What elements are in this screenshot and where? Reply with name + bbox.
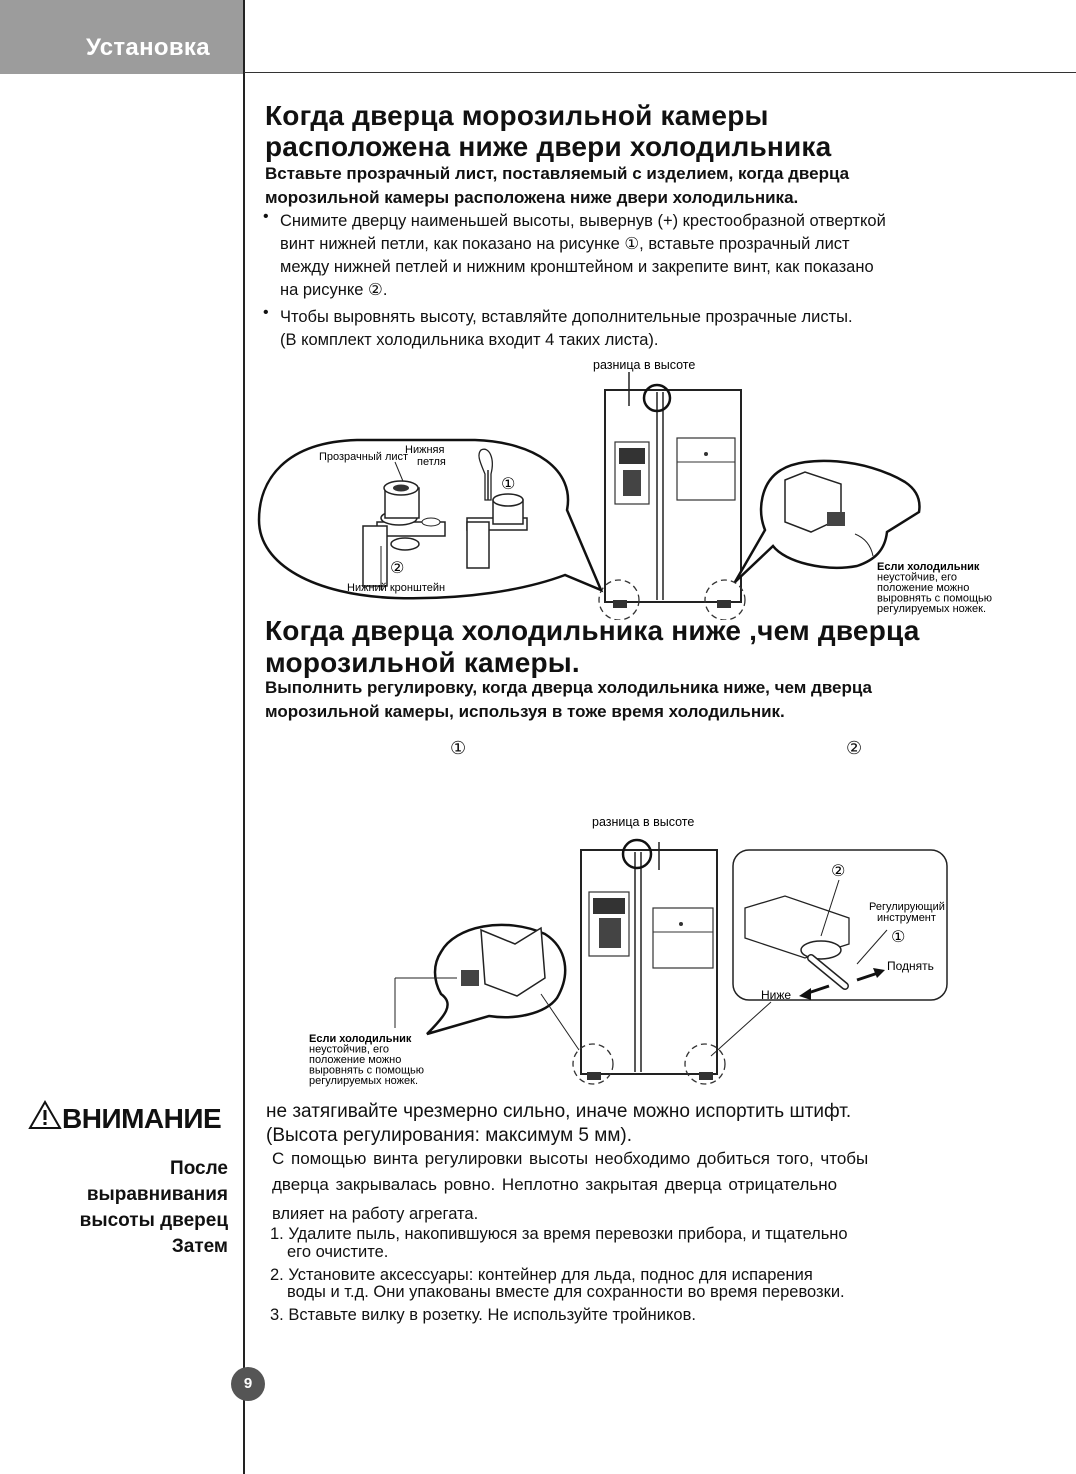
checklist-item2-line2: воды и т.д. Они упакованы вместе для сохранности во время перевозки. bbox=[287, 1283, 845, 1301]
warning-main-line1: не затягивайте чрезмерно сильно, иначе можно испортить штифт. bbox=[266, 1101, 852, 1122]
warning-para-line1: С помощью винта регулировки высоты необходимо добиться того, чтобы bbox=[272, 1149, 869, 1168]
figure1-height-diff-label: разница в высоте bbox=[593, 358, 696, 372]
lower-hinge-label-1: Нижняя bbox=[405, 444, 445, 456]
bullet1-line3: между нижней петлей и нижним кронштейном и закрепите винт, как показано bbox=[280, 258, 874, 276]
warning-heading bbox=[28, 1100, 221, 1135]
warning-side-line1: После bbox=[170, 1158, 228, 1179]
section2-title-line2: морозильной камеры. bbox=[265, 647, 580, 678]
warning-side-line2: выравнивания bbox=[86, 1184, 228, 1205]
figure1-note-line4: выровнять с помощью bbox=[877, 592, 993, 605]
figure1-marker-2: ② bbox=[390, 560, 405, 577]
section-title: Установка bbox=[86, 34, 210, 61]
figure2-height-diff-label: разница в высоте bbox=[592, 815, 695, 829]
figure2-note-line4: выровнять с помощью bbox=[309, 1064, 425, 1077]
section1-subtitle-line2: морозильной камеры расположена ниже двери холодильника. bbox=[265, 188, 799, 207]
bullet-marker: • bbox=[263, 304, 269, 321]
figure2-note-line3: положение можно bbox=[309, 1054, 402, 1066]
margin-rule bbox=[243, 0, 245, 1474]
lower-bracket-label: Нижний кронштейн bbox=[347, 582, 446, 594]
adjust-tool-label-1: Регулирующий bbox=[869, 901, 945, 913]
header-rule bbox=[244, 72, 1076, 73]
bullet-marker: • bbox=[263, 208, 269, 225]
section2-subtitle-line1: Выполнить регулировку, когда дверца холодильника ниже, чем дверца bbox=[265, 678, 872, 697]
bullet1-line1: Снимите дверцу наименьшей высоты, вывернув (+) крестообразной отверткой bbox=[280, 212, 886, 230]
section2-title-line1: Когда дверца холодильника ниже ,чем дверца bbox=[265, 615, 920, 646]
warning-para-line2: дверца закрывалась ровно. Неплотно закрытая дверца отрицательно bbox=[272, 1175, 838, 1194]
adjust-tool-label-2: инструмент bbox=[877, 912, 936, 924]
section1-subtitle-line1: Вставьте прозрачный лист, поставляемый с изделием, когда дверца bbox=[265, 164, 850, 183]
figure2-marker-2: ② bbox=[831, 863, 846, 880]
figure1-illustration bbox=[245, 350, 1076, 620]
checklist-item3: 3. Вставьте вилку в розетку. Не используйте тройников. bbox=[270, 1306, 696, 1324]
home-bar-panel bbox=[677, 438, 735, 500]
figure2-note-line5: регулируемых ножек. bbox=[309, 1075, 418, 1087]
warning-side-line4: Затем bbox=[171, 1236, 228, 1257]
warning-para-line3: влияет на работу агрегата. bbox=[272, 1205, 479, 1223]
lower-label: Ниже bbox=[761, 988, 792, 1002]
figure1-note-line1: Если холодильник bbox=[877, 561, 980, 573]
section1-title-line2: расположена ниже двери холодильника bbox=[265, 131, 832, 162]
checklist-item2-line1: 2. Установите аксессуары: контейнер для льда, поднос для испарения bbox=[270, 1266, 813, 1284]
bullet1-line2: винт нижней петли, как показано на рисунке ①, вставьте прозрачный лист bbox=[280, 235, 850, 253]
warning-main-line2: (Высота регулирования: максимум 5 мм). bbox=[266, 1125, 632, 1146]
section2-subtitle-line2: морозильной камеры, используя в тоже время холодильник. bbox=[265, 702, 785, 721]
figure1-note-line2: неустойчив, его bbox=[877, 571, 957, 584]
bullet1-line4: на рисунке ②. bbox=[280, 281, 388, 299]
figure2-illustration bbox=[245, 808, 1076, 1096]
figure1-note-line3: положение можно bbox=[877, 582, 970, 594]
checklist-item1-line1: 1. Удалите пыль, накопившуюся за время перевозки прибора, и тщательно bbox=[270, 1225, 848, 1243]
warning-side-line3: высоты дверец bbox=[79, 1210, 228, 1231]
page-number: 9 bbox=[231, 1367, 265, 1401]
figure1-note-line5: регулируемых ножек. bbox=[877, 603, 986, 615]
warning-title: ВНИМАНИЕ bbox=[62, 1103, 222, 1134]
section1-title-line1: Когда дверца морозильной камеры bbox=[265, 100, 769, 131]
checklist-item1-line2: его очистите. bbox=[287, 1243, 389, 1261]
bullet2-line1: Чтобы выровнять высоту, вставляйте дополнительные прозрачные листы. bbox=[280, 308, 853, 326]
figure2-note-line1: Если холодильник bbox=[309, 1033, 412, 1045]
clear-sheet-label: Прозрачный лист bbox=[319, 451, 409, 463]
figure2-marker-1: ① bbox=[891, 929, 906, 946]
figure2-note-line2: неустойчив, его bbox=[309, 1043, 389, 1056]
bullet2-line2: (В комплект холодильника входит 4 таких листа). bbox=[280, 331, 659, 349]
section2-marker-1: ① bbox=[450, 738, 467, 758]
section2-marker-2: ② bbox=[846, 738, 863, 758]
warning-triangle-icon bbox=[28, 1100, 62, 1130]
raise-label: Поднять bbox=[887, 959, 934, 973]
figure1-marker-1: ① bbox=[501, 476, 516, 493]
lower-hinge-label-2: петля bbox=[417, 456, 446, 468]
